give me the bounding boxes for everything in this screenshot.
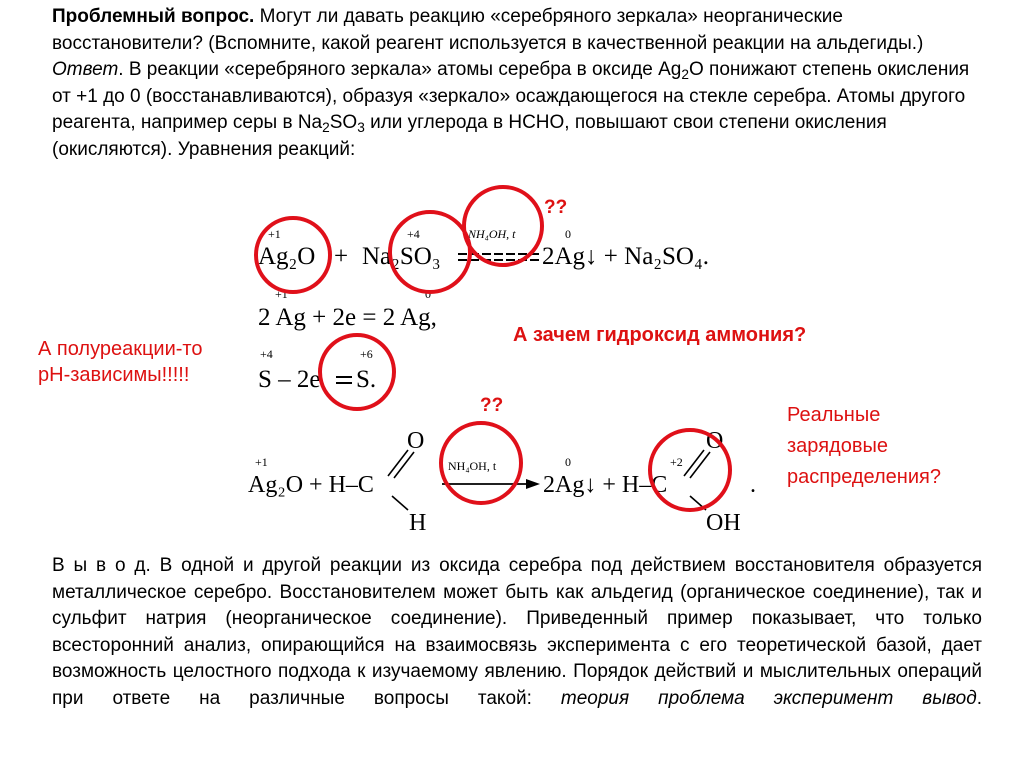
ox-state-half2-right: +6: [360, 347, 373, 361]
formula-na2so3: Na₂SO₃: [362, 243, 441, 270]
question-marks-top: ??: [544, 197, 568, 218]
equation-sulfite: [258, 227, 709, 270]
reaction-condition: NH₄OH, t: [468, 227, 516, 241]
conclusion-text: [52, 553, 982, 712]
note-ammonium-hydroxide: А зачем гидроксид аммония?: [513, 324, 807, 346]
half2-text-right: S.: [356, 366, 377, 393]
question-marks-middle: ??: [480, 395, 504, 416]
note-charge-distribution: Реальные зарядовые распределения?: [787, 404, 941, 488]
plus-sign: +: [334, 243, 349, 270]
hydroxyl-bottom: OH: [706, 510, 741, 536]
products-formaldehyde: 2Ag↓ + H–C: [543, 472, 668, 498]
ox-state-ag-2: +1: [255, 455, 268, 469]
ox-state-ag-product-2: 0: [565, 455, 571, 469]
half2-text-left: S – 2e: [258, 366, 321, 393]
half-reaction-sulfur: [258, 347, 376, 393]
ox-state-c: +2: [670, 455, 683, 469]
hydrogen-bottom: H: [409, 510, 427, 536]
oxygen-top: O: [407, 428, 425, 454]
reaction-condition-2: NH₄OH, t: [448, 459, 497, 473]
answer-label: Ответ: [52, 59, 119, 80]
problem-label: Проблемный вопрос.: [52, 6, 255, 27]
equation-formaldehyde: [248, 428, 756, 536]
ox-state-ag-product: 0: [565, 227, 571, 241]
conclusion-paragraph: В ы в о д. В одной и другой реакции из оксида серебра под действием восстановителя образуется металлическое серебро. Восстановителем может быть как альдегид (органическое соединение), так и сульфит натрия (неорганическое соединение). Приведенный пример показывает, что только всесторонний анализ, опирающийся на взаимосвязь эксперимента с его теоретической базой, дает возможность целостного подхода к изучаемому явлению. Порядок действий и мыслительных операций при ответе на различные вопросы такой: теория проблема эксперимент вывод.: [52, 555, 983, 709]
reaction-arrow-head: [526, 479, 540, 489]
conclusion-label: В ы в о д.: [52, 555, 151, 576]
formula-ag2o: Ag₂O: [258, 243, 316, 270]
equation-end-dot: .: [750, 472, 756, 498]
half-reaction-silver: [258, 287, 437, 331]
ox-state-half1-left: +1: [275, 287, 288, 301]
ox-state-half2-left: +4: [260, 347, 273, 361]
products-sulfite: 2Ag↓ + Na₂SO₄.: [542, 243, 709, 270]
ox-state-ag: +1: [268, 227, 281, 241]
ox-state-s: +4: [407, 227, 420, 241]
oxygen-top-product: O: [706, 428, 724, 454]
answer-paragraph: Ответ. В реакции «серебряного зеркала» атомы серебра в оксиде $Ag_2O$ понижают степень окисления от +1 до 0 (восстанавливаются), образуя «зеркало» осаждающегося на стекле серебра. Атомы другого реагента, например серы в $Na_2SO_3$ или углерода в НСНО, повышают свои степени окисления (окисляются). Уравнения реакций:: [52, 59, 970, 160]
note-half-reactions: А полуреакции-то pH-зависимы!!!!!: [38, 338, 203, 386]
single-bond-h: [392, 496, 408, 510]
reactants-formaldehyde: Ag₂O + H–C: [248, 472, 374, 498]
circle-carbon: [650, 430, 730, 510]
problem-question: Проблемный вопрос. Могут ли давать реакцию «серебряного зеркала» неорганические восстановители? (Вспомните, какой реагент используется в качественной реакции на альдегиды.): [52, 6, 924, 54]
half1-text: 2 Ag + 2e = 2 Ag,: [258, 304, 437, 331]
ox-state-half1-right: 0: [425, 287, 431, 301]
